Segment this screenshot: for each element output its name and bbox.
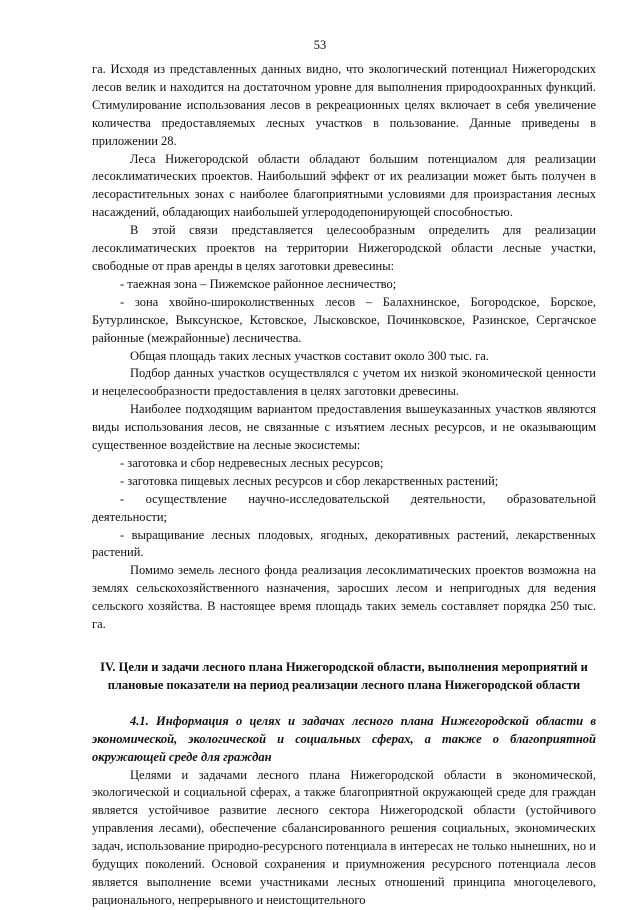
body-text-before-section bbox=[92, 61, 596, 634]
body-paragraph: Общая площадь таких лесных участков составит около 300 тыс. га. bbox=[130, 348, 489, 363]
body-paragraph: В этой связи представляется целесообразным определить для реализации лесоклиматических проектов на территории Нижегородской области лесные участки, свободные от прав аренды в целях заготовки древесины: bbox=[92, 223, 596, 273]
body-paragraph: Помимо земель лесного фонда реализация лесоклиматических проектов возможна на землях сельскохозяйственного назначения, заросших лесом и непригодных для ведения сельского хозяйства. В настоящее время площадь таких земель составляет порядка 250 тыс. га. bbox=[92, 563, 596, 632]
body-paragraph: Целями и задачами лесного плана Нижегородской области в экономической, экологической и социальной сферах, а также благоприятной окружающей среде для граждан является устойчивое развитие лесного сектора Нижегородской области (устойчивого управления лесами), обеспечение сбалансированного решения социальных, экономических задач, использование природно-ресурсного потенциала в интересах не только нынешних, но и будущих поколений. Основой сохранения и приумножения ресурсного потенциала лесов является выполнение всеми участниками лесных отношений принципа многоцелевого, рационального, непрерывного и неистощительного bbox=[92, 767, 596, 907]
page-content bbox=[92, 61, 596, 910]
list-item: - заготовка и сбор недревесных лесных ресурсов; bbox=[120, 455, 384, 470]
list-item: - осуществление научно-исследовательской деятельности, образовательной деятельности; bbox=[92, 491, 596, 524]
body-paragraph: га. Исходя из представленных данных видно, что экологический потенциал Нижегородских лесов велик и находится на достаточном уровне для выполнения природоохранных функций. Стимулирование использования лесов в рекреационных целях включает в себя увеличение количества предоставляемых лесных участков в пользование. Данные приведены в приложении 28. bbox=[92, 62, 596, 148]
subsection-heading: 4.1. Информация о целях и задачах лесного плана Нижегородской области в экономической, экологической и социальных сферах, а также о благоприятной окружающей среде для граждан bbox=[92, 713, 596, 764]
body-paragraph: Подбор данных участков осуществлялся с учетом их низкой экономической ценности и нецелесообразности предоставления в целях заготовки древесины. bbox=[92, 366, 596, 399]
section-heading: IV. Цели и задачи лесного плана Нижегородской области, выполнения мероприятий и плановые показатели на период реализации лесного плана Нижегородской области bbox=[100, 660, 588, 692]
body-paragraph: Леса Нижегородской области обладают большим потенциалом для реализации лесоклиматических проектов. Наибольший эффект от их реализации может быть получен в лесорастительных зонах с наиболее благоприятными условиями для произрастания лесных насаждений, обладающих наибольшей углерододепонирующей способностью. bbox=[92, 151, 596, 220]
list-item: - заготовка пищевых лесных ресурсов и сбор лекарственных растений; bbox=[120, 473, 499, 488]
page-number: 53 bbox=[313, 38, 327, 52]
list-item: - зона хвойно-широколиственных лесов – Балахнинское, Богородское, Борское, Бутурлинское, Выксунское, Кстовское, Лысковское, Починковское, Разинское, Сергачское районные (межрайонные) лесничества. bbox=[92, 294, 596, 345]
list-item: - таежная зона – Пижемское районное лесничество; bbox=[120, 276, 397, 291]
list-item: - выращивание лесных плодовых, ягодных, декоративных растений, лекарственных растений. bbox=[92, 527, 596, 560]
body-paragraph: Наиболее подходящим вариантом предоставления вышеуказанных участков являются виды использования лесов, не связанные с изъятием лесных ресурсов, и не оказывающим существенное воздействие на лесные экосистемы: bbox=[92, 402, 596, 453]
